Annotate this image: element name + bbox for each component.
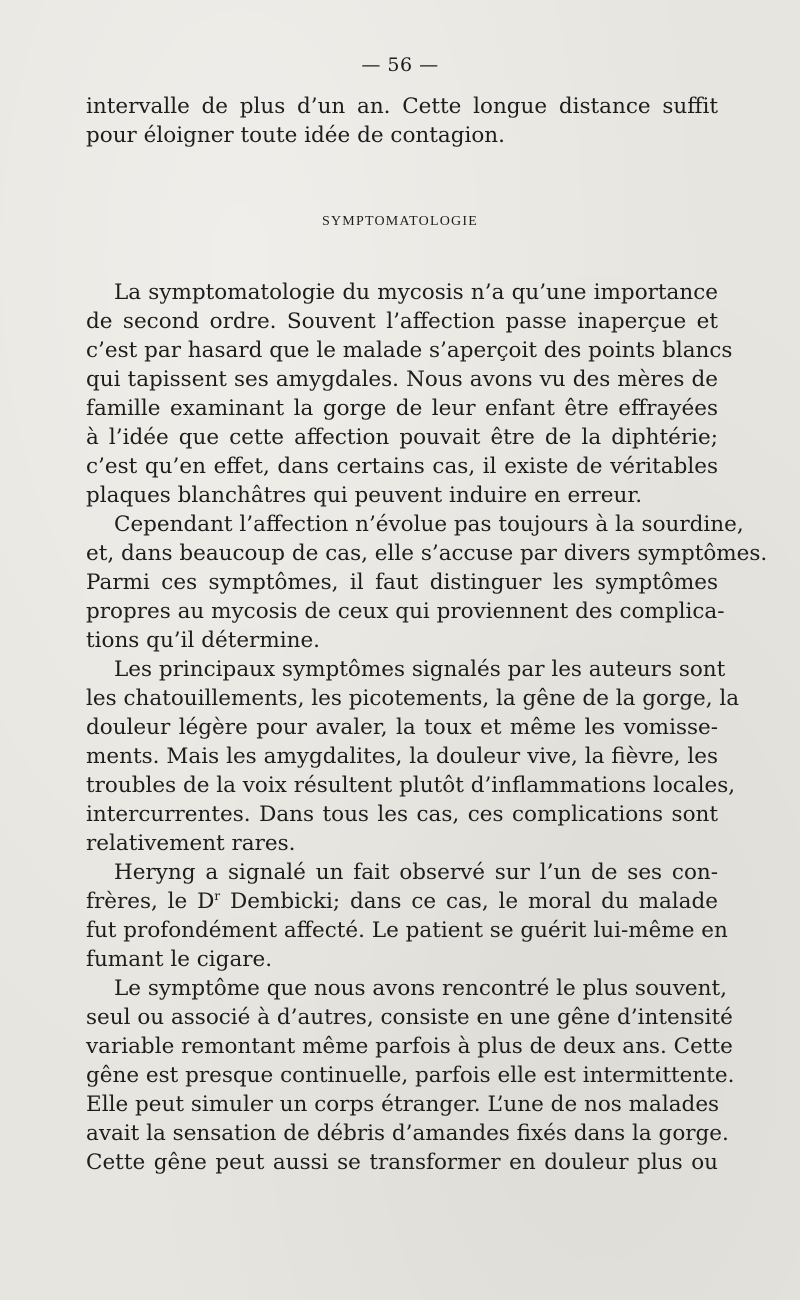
text-line: La symptomatologie du mycosis n’a qu’une importance — [114, 280, 718, 305]
text-line: qui tapissent ses amygdales. Nous avons vu des mères de — [86, 367, 718, 392]
text-line: les chatouillements, les picotements, la gêne de la gorge, la — [86, 686, 740, 711]
text-line: pour éloigner toute idée de contagion. — [86, 123, 505, 148]
text-line: douleur légère pour avaler, la toux et même les vomisse- — [86, 715, 718, 740]
text-fragment: Dembicki; dans ce cas, le moral du malade — [220, 889, 718, 914]
text-line: Cette gêne peut aussi se transformer en douleur plus ou — [86, 1150, 718, 1175]
text-line: fut profondément affecté. Le patient se guérit lui-même en — [86, 918, 728, 943]
text-line: intervalle de plus d’un an. Cette longue distance suffit — [86, 94, 718, 119]
text-line: seul ou associé à d’autres, consiste en une gêne d’intensité — [86, 1005, 733, 1030]
body-text — [86, 278, 768, 1177]
text-line: troubles de la voix résultent plutôt d’inflammations locales, — [86, 773, 736, 798]
text-line: plaques blanchâtres qui peuvent induire en erreur. — [86, 483, 643, 508]
text-line: Cependant l’affection n’évolue pas toujours à la sourdine, — [114, 512, 744, 537]
text-line: Heryng a signalé un fait observé sur l’un de ses con- — [114, 860, 718, 885]
text-line: à l’idée que cette affection pouvait être de la diphtérie; — [86, 425, 718, 450]
text-line: fumant le cigare. — [86, 947, 273, 972]
text-line: variable remontant même parfois à plus de deux ans. Cette — [86, 1034, 733, 1059]
intro-paragraph — [86, 92, 718, 150]
page-number: — 56 — — [361, 54, 439, 76]
text-line: avait la sensation de débris d’amandes fixés dans la gorge. — [86, 1121, 729, 1146]
text-line: relativement rares. — [86, 831, 296, 856]
text-line: c’est qu’en effet, dans certains cas, il existe de véritables — [86, 454, 718, 479]
text-line: et, dans beaucoup de cas, elle s’accuse par divers symptômes. — [86, 541, 768, 566]
text-line: gêne est presque continuelle, parfois elle est intermittente. — [86, 1063, 735, 1088]
superscript: r — [214, 888, 221, 903]
text-line: ments. Mais les amygdalites, la douleur vive, la fièvre, les — [86, 744, 718, 769]
text-line: Les principaux symptômes signalés par les auteurs sont — [114, 657, 726, 682]
text-line: propres au mycosis de ceux qui proviennent des complica- — [86, 599, 725, 624]
text-line: famille examinant la gorge de leur enfant être effrayées — [86, 396, 718, 421]
text-line: c’est par hasard que le malade s’aperçoit des points blancs — [86, 338, 733, 363]
text-line: de second ordre. Souvent l’affection passe inaperçue et — [86, 309, 718, 334]
text-line: intercurrentes. Dans tous les cas, ces complications sont — [86, 802, 718, 827]
text-line-with-superscript — [86, 887, 718, 916]
section-heading: SYMPTOMATOLOGIE — [322, 214, 478, 229]
text-line: Parmi ces symptômes, il faut distinguer les symptômes — [86, 570, 718, 595]
text-line: Le symptôme que nous avons rencontré le plus souvent, — [114, 976, 727, 1001]
text-line: Elle peut simuler un corps étranger. L’une de nos malades — [86, 1092, 720, 1117]
text-fragment: frères, le D — [86, 889, 215, 914]
text-line: tions qu’il détermine. — [86, 628, 321, 653]
